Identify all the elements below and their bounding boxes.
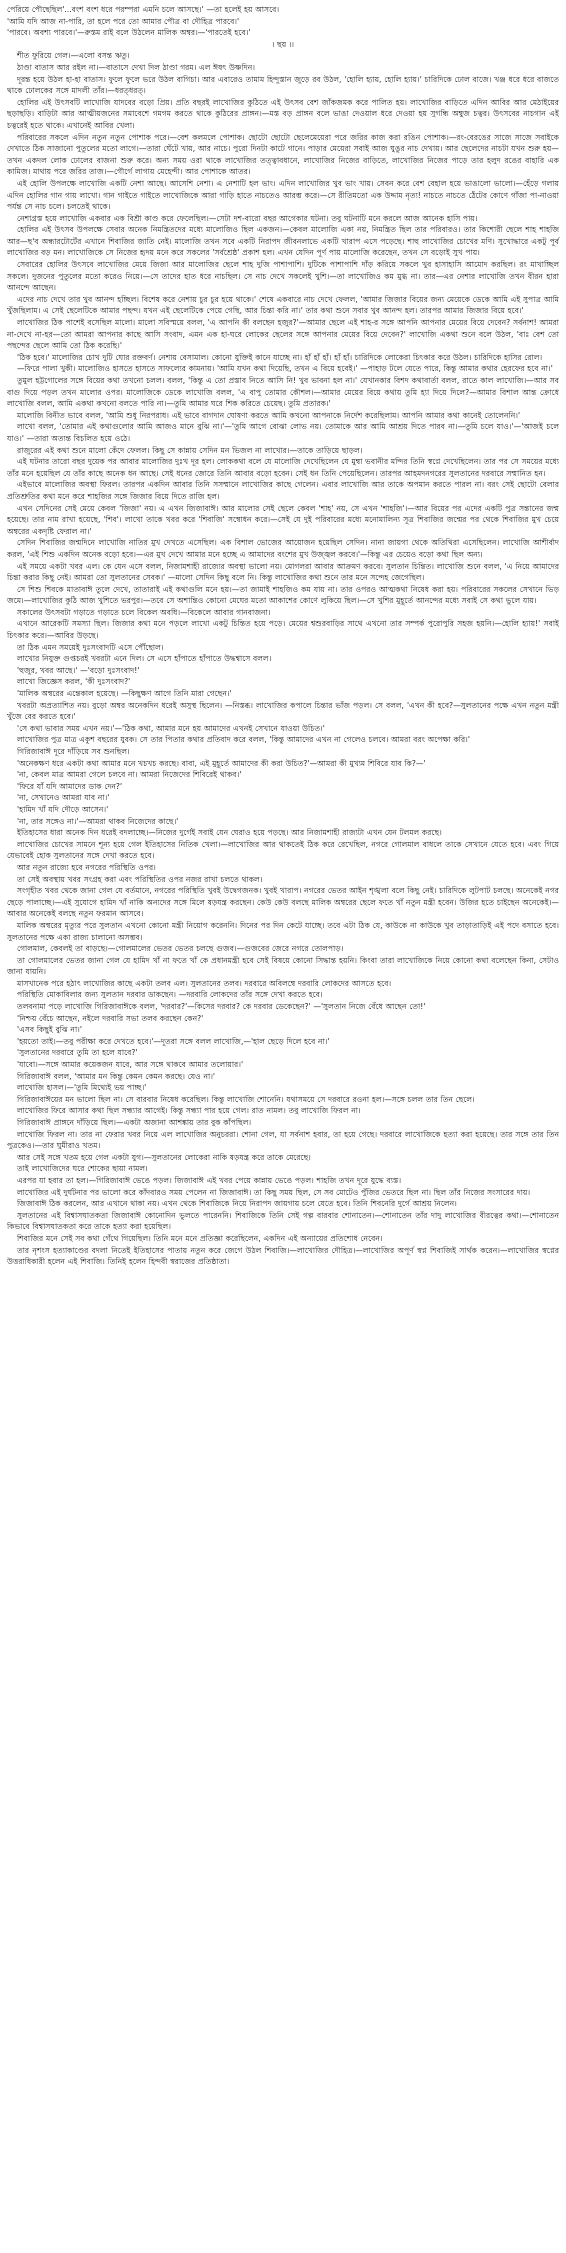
paragraph: লাখোজির ঠিক পাশেই বসেছিল মালো। মালো সবিস্ময়ে বলল, 'এ আপনি কী বলছেন হজুর?'—আমার ছেলে এই শাহ-র সঙ্গে আপনি আপনার মেয়ের বিয়ে দেবেন? সর্বনাশ! আমরা না-দেখে না-হর—তো আমরা আপনার কাছে আসি সংবাদ, এমন এক হা-ঘরে লোকের ছেলের সঙ্গে আপনার মেয়ের বিয়ে দেবেন?' লাখোজি একথা শুনে বলে উঠল, 'বাঃ বেশ তো পছন্দের ছেলে আমি তো ঠিক করেছি।' xyxy=(7,318,559,351)
paragraph: 'ঠিক হবে।' মালোজির চোখ দুটি ঘোর রক্তবর্ণ। নেশায় বেসামাল। কোনো যুক্তিই কানে যাচ্ছে না। হাঁ হাঁ হাঁ। হাঁ হাঁ। চারিদিকে লোকেরা চিৎকার করে উঠল। চারিদিকে হাসির রোল। xyxy=(17,352,543,362)
paragraph: 'সে কথা ভাবার সময় এখন নয়।'—'ঠিক কথা, আমার মনে হয় আমাদের এখনই সেখানে যাওয়া উচিত।' xyxy=(17,723,325,733)
paragraph: গিরিজাবাঈয়ের মন ভালো ছিল না। সে বারবার নিষেধ করেছিল। কিন্তু লাখোজি শোনেনি। যথাসময়ে সে দরবারে রওনা হল।—সঙ্গে চলল তার তিন ছেলে। xyxy=(17,1094,475,1104)
paragraph: দূরন্ত হয়ে উঠল হা-হা বাতাস। ফুলে ফুলে ভরে উঠল বাগিচা। আর এবারেও তামাম হিন্দুস্তান জুড়ে রব উঠল, 'হোলি হ্যায়, হোলি হ্যায়।' চারিদিকে ঢোল বাজে। খঞ্জ ধরে ধরে বাজতে থাকে ঢোলকের সঙ্গে মাদলী তাঁর।—ধরত্ধরত্। xyxy=(7,74,559,96)
paragraph: এখানে আরেকটি সমস্যা ছিল। জিজার কথা মনে পড়লে লাখো একটু চিন্তিত হয়ে পড়ে। মেয়ের শ্বশুরবাড়ির সাথে এখনো তার সম্পর্ক পুরোপুরি সহজ হয়নি।—হোলি হ্যায়!' সবাই চিৎকার করে।—আবির উড়ছে। xyxy=(7,619,559,641)
paragraph: 'আমি যদি আজ না-পারি, তা হলে পরে তো আমার পৌত্র বা দৌহিত্র পারবে।' xyxy=(7,16,240,26)
paragraph: মাসখানেক পরে হঠাৎ লাখোজির কাছে একটা তলব এল। সুলতানের তলব। দরবারে অবিলম্বে দরবারি লোকদের আসতে হবে। xyxy=(17,978,392,988)
paragraph: পরিবারের সকলে এদিন নতুন নতুন পোশাক পরে।—বেশ কলমলে পোশাক। ছোটো ছোটো ছেলেমেয়েরা পরে জরির কাজ করা রঙিন পোশাক।—রং-বেরঙের সাজে সাজে সবাইকে দেখাতে ঠিক সাজানো পুতুলের মতো লাগে।—তারা ঘেঁটে খায়, আর নাচে। পুরো দিনটা কাটে গানে। পাড়ার মেয়েরা সবাই আজ ঘুঙুর নাচ দেখায়। আর ছেলেদের নাচটা যখন শুরু হয়—তখন একদল লোক ঢোলের বাজনা শুরু করে। অন্য সময় ওরা থাকে লাখোজির তত্ত্বাবধানে, লাখোজির নিজের বাড়িতে, লাখোজির নিজের পাড়ে তার হলুদ রঙের বাহারি এক কামিজ। মাথায় পরে জরির তাজ।—গৌর্গে লাগায় মেহেন্দী। আর পোশাকে আতর। xyxy=(7,132,559,177)
paragraph: রাজুরের এই কথা শুনে মালো কেঁদে ফেলল। কিছু সে কান্নায় সেদিন মন ভিজল না লাখোর।—তাকে তাড়িয়ে ছাড়ল। xyxy=(17,445,363,455)
paragraph: 'না, তার সঙ্গেও না।'—আমরা থাকব নিজেদের কাছে।' xyxy=(17,816,179,826)
paragraph: গোলমাল, কেবলই তা বাড়ছে।—গোলমালের ভেতর ভেতর চলছে গুজব।—গুজবের জেরে নগরে তোলপাড়। xyxy=(17,944,344,954)
paragraph: এই হোলি উপলক্ষে লাখোজি একটি নেশা আছে। আসেশি নেশা। এ নেশাটি হল ভাং। এদিন লাখোজির খুব ভাং খায়। সেবন করে বেশ বেহাল হয়ে ভাঙালো ভালো।—হেঁড়ে গলায় এদিন হোলির গান গায় লাখো। গান গাইতে গাইতে লাখোজিকে আরা গাড়ি হাতে নাচতেও আরম্ভ করে।—সে রীতিমতো এক উদ্দাম নৃত্য! নাচতে নাচতে ঠেঁটের কোণে গাঁজা পা-নাওয়া পর্যন্ত সে নাচ চলে। চলতেই থাকে। xyxy=(7,178,559,212)
paragraph: তলবনামা পড়ে লাখোজি গিরিজাবাঈকে বলল, 'দরবার?'—কিসের দরবার? কে দরবার ডেকেছেন?' —'সুলতান নিজে বেঁধে আছেন তো!' xyxy=(17,1002,426,1012)
paragraph: এরপর যা হবার তা হল।—গিরিজাবাঈ ভেঙে পড়ল। জিজাবাঈ এই খবর পেয়ে কান্নায় ভেঙে পড়ল। শাহজি তখন দূরে যুদ্ধে ব্যস্ত। xyxy=(17,1175,402,1185)
paragraph: এই ঘটনার তারো বছর দুয়েক পর আবার মালোজির দুঃখ দূর হল। লোককথা বলে যে মালোজি দেখেছিলেন যে মুম্বা ভবানীর মন্দির তিনি স্বপ্নে দেখেছিলেন। তার পর সে সময়ের মধ্যে তাঁর মনে হয়েছিল যে তাঁর কাছে অনেক ধন আছে। সেই ধনের জোরে তিনি আবার বড়ো হবেন। সেই ধন তিনি পেয়েছিলেন। তারপর আহমদনগরের সুলতানের দরবারে সম্মানিত হন। xyxy=(7,457,559,478)
paragraph: 'নিশ্চয় বেঁচে আছেন, নইলে দরবারি সভা তলব করছেন কেন?' xyxy=(17,1013,204,1023)
paragraph: 'না, কেবল মাত্র আমরা গেলে চলবে না। আমরা নিজেদের শিবিরেই থাকব।' xyxy=(17,770,242,780)
paragraph: লাখোজির চোখের সামনে শূন্য হয়ে গেল ইতিহাসের নিতিক খেলা।—লাখোজির আর থাকতেই ঠিক করে রেখেছিল, নগরে গোলমাল বাধলে তাকে সেখানে যেতে হবে। এবং গিয়ে যেভাবেই হোক সুলতানের সঙ্গে দেখা করতে হবে। xyxy=(7,839,559,861)
paragraph: খবরটা অপ্রত্যাশিত নয়। বুড়ো অম্বর অনেকদিন ধরেই অসুস্থ ছিলেন। —নিস্তব্ধ। লাখোজির কপালে চিন্তার ভাঁজ পড়ল। সে বলল, 'এখন কী হবে?—সুলতানের পক্ষে এখন নতুন মন্ত্রী খুঁজে বের করতে হবে।' xyxy=(7,700,559,722)
paragraph: 'সুলতানের দরবারে তুমি তা হলে যাবে?' xyxy=(17,1048,138,1058)
paragraph: হোলির এই উৎসবটি লাখোজি যাদবের বড়ো প্রিয়। প্রতি বছরই লাখোজির কুঠিতে এই উৎসব বেশ জাঁকজমক করে পালিত হয়। লাখোজির বাড়িতে এদিন আবির আর মেঠাইয়ের ছড়াছড়ি। বাড়িটা আর আত্মীয়জনের সমাবেশে গমগম করতে থাকে কুঠিরের প্রাঙ্গন।—মস্ত বড় প্রাঙ্গন বলে ভাঙা দেওয়াল ধরে দেওয়া হয় সুগন্ধি অম্বুজ চত্বর। উৎসবের নাচগান এই চত্বরেই হতে থাকে। এখানেই আবির খেলা। xyxy=(7,97,559,130)
paragraph: তা গোলমালের ভেতর জানা গেল যে হামিদ খাঁ না ফতে খাঁ কে প্রধানমন্ত্রী হবে সেই বিষয়ে কোনো সিদ্ধান্ত হয়নি। কিংবা তারা লাখোজিকে নিয়ে কোনো কথা বলেছেন কিনা, সেটাও জানা যায়নি। xyxy=(7,955,559,977)
paragraph: লাখোজি ফিরল না। তার না ফেরার খবর নিয়ে এল লাখোজির অনুচররা। শোনা গেল, যা সর্বনাশ হবার, তা হয়ে গেছে। দরবারে লাখোজিকে হত্যা করা হয়েছে। তার সঙ্গে তার তিন পুত্রকেও।—তার ঘুমীরাও খতম। xyxy=(7,1129,559,1151)
paragraph: নেশাগ্রস্ত হয়ে লাখোজি একবার এক বিশ্রী কাণ্ড করে ফেলেছিল।—সেটা দশ-বারো বছর আগেকার ঘটনা। তবু ঘটনাটি মনে করলে আজ আনেক হাসি পায়। xyxy=(17,213,478,223)
paragraph: গিরিজাবাঈ প্রাঙ্গনে দাঁড়িয়ে ছিল।—একটা অজানা আশঙ্কায় তার বুক কাঁপছিল। xyxy=(17,1118,252,1127)
paragraph: 'হুজুর, খবর আছে।' —'বড়ো দুঃসংবাদ!' xyxy=(17,665,140,675)
paragraph: মালোজি বিনীত ভাবে বলল, 'আমি শুধু নিরপরাধ। এই ভাবে বাগদান ঘোষণা করতে আমি কখনো আপনাকে নির্দেশ করেছিলাম। আপনি আমার কথা কানেই তোলেননি।' xyxy=(17,410,521,420)
paragraph: —ফিরে পালা খুকী। মালোজিও হাসতে হাসতে সাফল্যের কামনায়। 'আমি যখন কথা দিয়েছি, তখন এ বিয়ে হবেই।' —পাহাড় টলে যেতে পারে, কিন্তু আমার কথার হেরফের হবে না।' xyxy=(17,364,553,374)
paragraph: সে শিশু শিবকে মাতাবাঈ তুলে দেখে, তাতারাই এই কথাগুলি মনে হয়।—তা জামাই শাহজিও কম যায় না। তার ওপরও আত্মকথা নিষেধ করা হয়। পরিবারের সকলের সেখানে ভিড় জমে।—লাখোজির কুঠি আজ খুশিতে ভরপুর।—তবে সে অশান্তিও কোনো মেঘের মতো আকাশের কোণে লুকিয়ে ছিল।—সে খুশির মুহূর্তে আনন্দের মধ্যে সবাই সে কথা ভুলে যায়। xyxy=(7,584,559,606)
paragraph: তাই লাখোজিদের ঘরে শোকের ছায়া নামল। xyxy=(17,1164,148,1174)
paragraph: শীত ফুরিয়ে গেল।—এলো বসন্ত ঋতু। xyxy=(17,51,130,61)
paragraph: হোলির এই উৎসব উপলক্ষে সেবার অনেক নিমন্ত্রিতদের মধ্যে মালোজিও ছিল একজন।—কেবল মালোজি একা নয়, নিমন্ত্রিত ছিল তার পরিবারও। তার কিশোরী ছেলে শাহ শাহজি আর—ছ'ব অন্ধারটোর্টের এখানে শিবাজির জাতি নেই। মালোজি তখন সবে একটি নিরাপদ জীবনলাভে একটি খারাপ এসে পড়েছে। শাহু লাখোজির চোখের মণি। সুখোদ্ধারে একটু পূর্ব লাখোজির বড় মন। লাখোজিকে সে নিজের হৃদয় মনে করে সকলের 'সর্বশ্রেষ্ঠ' প্রকাশ হল। এখন যেদিন পূর্ণ পায় মালোজি করেছেন, তখন সে বড়োই সুখ পায়। xyxy=(7,225,559,258)
paragraph: 'ফিরে যাঁ যদি আমাদের ডাক দেন?' xyxy=(17,781,123,791)
paragraph: মালিক অম্বরের মৃত্যুর পরে সুলতান এখনো কোনো মন্ত্রী নিয়োগ করেননি। দিনের পর দিন কেটে যাচ্ছে। তবে এটা ঠিক যে, কাউকে না কাউকে খুব তাড়াতাড়িই এই পদে বসাতে হবে। সুলতানের পক্ষে একা রাজ্য চালানো অসম্ভব। xyxy=(7,920,559,942)
paragraph: ঠাণ্ডা বাতাস আর রইল না।—বাতাসে দেখা দিল ঠাণ্ডা গরম। এল ঈষৎ উষ্ণদিন। xyxy=(17,62,255,72)
paragraph: তা ঠিক এমন সময়েই দুঃসংবাদটি এসে পৌঁছোল। xyxy=(17,642,164,652)
paragraph: তা সেই অবস্থায় খবর সংগ্রহ করা এবং পরিস্থিতির ওপর নজর রাখা চলতে থাকল। xyxy=(17,874,263,884)
paragraph: লাখোজি হাসল।—'তুমি মিথ্যেই ভয় পাচ্ছ।' xyxy=(17,1083,147,1093)
paragraph: লাখো বলল, 'তোমার এই কথাগুলোর আমি আজও মানে বুঝি না।'—'তুমি আগে বোঝা লোভ নয়। তোমাকে আর আমি আশ্রয় দিতে পারব না।—তুমি চলে যাও।'—'আজই চলে যাও।' —তারা অত্যন্ত বিচলিত হয়ে ওঠে। xyxy=(7,422,559,443)
paragraph: জিজাবাঈ ঠিক করলেন, আর এখানে থাকা নয়। এখন থেকে শিবাজিকে নিয়ে নিরাপদ জায়গায় চলে যেতে হবে। তিনি শিবনেরি দুর্গে আশ্রয় নিলেন। xyxy=(17,1199,457,1209)
paragraph: সেদিন শিবাজির জন্মদিনে লাখোজি নাতির মুখ দেখতে এসেছিল। এক বিশাল ভোজের আয়োজন হয়েছিল সেদিন। নানা জায়গা থেকে অতিথিরা এসেছিলেন। লাখোজি আশীর্বাদ করল, 'এই শিশু একদিন অনেক বড়ো হবে।—এর মুখ দেখে আমার মনে হচ্ছে এ আমাদের বংশের মুখ উজ্জ্বল করবে।'—কিন্তু এর চেয়েও বড়ো কথা ছিল অন্য। xyxy=(7,538,559,559)
section-divider: । ছয় ।। xyxy=(271,39,295,49)
document-body xyxy=(7,4,559,1268)
paragraph: লাখোজির এই দুর্ঘটনার পর ভালো করে কাঁদবারও সময় পেলেন না জিজাবাঈ। তা কিছু সময় ছিল, সে সব মোটেও পুঁজির ভেতরে ছিল না। ছিল তাঁর নিজের সংসারের দায়। xyxy=(17,1187,531,1197)
paragraph: লাখোজির ফিরে আসার কথা ছিল সন্ধ্যার আগেই। কিন্তু সন্ধ্যা পার হয়ে গেল। রাত নামল। তবু লাখোজি ফিরল না। xyxy=(17,1106,361,1116)
paragraph: আর সেই সঙ্গে খতম হয়ে গেল একটা যুগ।—সুলতানের লোকেরা নাকি ষড়যন্ত্র করে তাকে মেরেছে। xyxy=(17,1152,311,1162)
paragraph: লাখোজির পুত্র মাত্র একুশ বছরের যুবক। সে তার পিতার কথার প্রতিবাদ করে বলল, 'কিন্তু আমাদের এখন না গেলেও চলবে। আমরা বরং অপেক্ষা করি।' xyxy=(17,735,470,745)
paragraph: 'মালিক অম্বরের এন্তেকাল হয়েছে। —কিছুক্ষণ আগে তিনি মারা গেছেন।' xyxy=(17,689,232,699)
paragraph: 'হামিদ খাঁ যদি দৌড়ে আসেন।' xyxy=(17,804,109,814)
paragraph: পেরিয়ে পৌছেছিল'...বংশ বংশ ধরে পরম্পরা এমনি চলে আসছে।' —তা হলেই হয় আসবে। xyxy=(7,5,280,14)
paragraph: গিরিজাবাঈ বলল, 'আমার মন কিন্তু কেমন কেমন করছে। যেও না।' xyxy=(17,1071,215,1081)
paragraph: এখন সেদিনের সেই মেয়ে কেবল 'জিজা' নয়। এ এখন জিজাবাঈ। আর মালোর সেই ছেলে কেবল 'শাহ' নয়, সে এখন 'শাহজি'।—আর বিয়ের পর এদের একটি পুত্র সন্তানের জন্ম হয়েছে। তার নাম রাখা হয়েছে, 'শিব'। লাখো তাকে খবর করে 'শিবাজি' সম্বোধন করে।—সেই যে দুই পরিবারের মধ্যে মনোমালিন্য সূত্র শিবাজির জন্মের পর থেকে শিবাজির মুখ চেয়ে অম্বরের একদৃষ্টি ফেরাল না।' xyxy=(7,503,559,536)
paragraph: সেবারের হোলির উৎসবে লাখোজির মেয়ে জিজা আর মালোজির ছেলে শাহ দুজি পাশাপাশি। দুটিকে পাশাপাশি দাঁড় করিয়ে সকলে খুব হাসাহাসি আমোদ করছিল। রং মাখাচ্ছিল সকলে। দুজনের পুতুলের মতো করেও নিয়ে।—সে তাদের হাত ধরে নাচছিল। সে নাচ দেখে সকলেই খুশি।—তা লাখোজিও কম মুগ্ধ না। তার—এর নেশার লাখোজি তখন বীরন হারা আনন্দে আছেন। xyxy=(7,260,559,293)
paragraph: 'হয়তো তাই।—তবু পরীক্ষা করে দেখতে হবে।'—দূতরা সঙ্গে বলল লাখোজি,—'হাল ছেড়ে দিলে হবে না।' xyxy=(17,1036,330,1046)
paragraph: সংগৃহীত খবর থেকে জানা গেল যে বর্তমানে, নগরের পরিস্থিতি খুবই উদ্বেগজনক। খুবই খারাপ। নগরের ভেতর আইন শৃঙ্খলা বলে কিছু নেই। চারিদিকে লুটপাট চলছে। অনেকেই নগর ছেড়ে পালাচ্ছে।—এই সুযোগে হামিদ খাঁ নাকি অন্যদের সঙ্গে মিলে ষড়যন্ত্র করছেন। কেউ কেউ বলছে মালিক অম্বরের ছেলে ফতে খাঁ নতুন মন্ত্রী হবেন। উজির হতে চাইছেন অনেকেই।—আবার অনেকেই বলছে নতুন ফরমান আসবে। xyxy=(7,886,559,919)
paragraph: 'পারবে। অবশ্য পারবে।'—রুস্তম রাই বলে উঠলেন মালিক অম্বর।—'পারতেই হবে।' xyxy=(7,28,251,38)
paragraph: লাখোর নিযুক্ত গুপ্তচরই খবরটা এনে দিল। সে এসে হাঁপাতে হাঁপাতে উদ্ধশ্বাসে বলল। xyxy=(17,654,272,664)
paragraph: গিরিজাবাঈ দূরে দাঁড়িয়ে সব শুনছিল। xyxy=(17,747,130,756)
paragraph: 'না, সেখানেও আমরা যাব না।' xyxy=(17,793,110,803)
paragraph: এই সময়ে একটা খবর এল। কে যেন এসে বলল, নিজামশাহী রাজ্যের অবস্থা ভালো নয়। মোগলরা আবার আক্রমণ করবে। সুলতান চিন্তিত। লাখোজি শুনে বলল, 'এ নিয়ে আমাদের চিন্তা করার কিছু নেই। আমরা তো সুলতানের সেবক।' —মালো সেদিন কিছু বলে নি। কিন্তু লাখোজির কথা শুনে তার মনে সন্দেহ জেগেছিল। xyxy=(7,561,559,583)
paragraph: আর নতুন রাজ্যে হবে নগরের পরিস্থিতি ওপর। xyxy=(17,862,156,872)
paragraph: 'অনেকক্ষণ ধরে একটা কথা আমার মনে খচখচ করছে। বাবা, এই মুহূর্তে আমাদের কী করা উচিত?'—আমরা কী মুখ্যম শিবিরে যাব কি?—' xyxy=(17,758,426,768)
paragraph: শিবাজির মনে সেই সব কথা গেঁথে গিয়েছিল। তিনি মনে মনে প্রতিজ্ঞা করেছিলেন, একদিন এই অন্যায়ের প্রতিশোধ নেবেন। xyxy=(17,1233,383,1243)
paragraph: সকালের উৎসবটা গড়াতে গড়াতে চলে বিকেল অবধি।—বিকেলে আবার গানবাজনা। xyxy=(17,607,271,617)
paragraph: লাখো জিজ্ঞেস করল, 'কী দুঃসংবাদ?' xyxy=(17,677,131,687)
paragraph: তার নৃশংস হত্যাকাণ্ডের বদলা নিতেই ইতিহাসের পাতায় নতুন করে জেগে উঠল শিবাজি।—লাখোজির দৌহিত্র।—লাখোজির অপূর্ণ স্বপ্ন শিবাজিই সার্থক করেন।—লাখোজির স্বপ্নের উত্তরাধিকারী হলেন এই শিবাজি। তিনিই হলেন হিন্দবী স্বরাজের প্রতিষ্ঠাতা। xyxy=(7,1245,559,1267)
paragraph: 'এসব কিছুই বুঝি না।' xyxy=(17,1025,82,1035)
paragraph: তুমুল হট্টগোলের সঙ্গে বিয়ের কথা তখনো চলল। বলল, 'কিন্তু এ তো প্রস্তাব নিতে আসি নি! খুব ভাবনা হল না।' যেখানকার বিশদ কথাবার্তা বলল, রাতে কাল লাখোজি।—আর সব বাগু দিয়ে পড়ল তখন মালোর ওপর। মালোজিকে ডেকে লাখোজি বলল, 'এ বাপু তোমার কৌশল।—আমার মেয়ের বিয়ে কথায় তুমি হ্যা দিয়ে দিলে?—আমার বিশাল আন্ত ক্রোধে লাখোজি বলল, আমি একথা কখনো বলতে পারি না।—তুমি আমার ঘরে শিক করিতে চেয়েছ। তুমি প্রতারক।' xyxy=(7,376,559,409)
paragraph: 'যাবো।—সঙ্গে আমার কয়েকজন যাবে, আর সঙ্গে থাকবে আমার তলোয়ার।' xyxy=(17,1060,244,1070)
paragraph: সুলতানের এই বিশ্বাসঘাতকতা জিজাবাঈ কোনোদিন ভুলতে পারেননি। শিবাজিকে তিনি সেই গল্প বারবার শোনাতেন।—শোনাতেন তাঁর দাদু লাখোজির বীরত্বের কথা।—শোনাতেন কিভাবে বিশ্বাসঘাতকতা করে তাকে হত্যা করা হয়েছিল। xyxy=(7,1210,559,1232)
paragraph: এদের নাচ দেখে তার খুব আনন্দ হচ্ছিল। বিশেষ করে নেশায় চুর চুর হয়ে থাকে।' শেষে একবারে নাচ দেখে ফেলল, 'আমার জিজার বিয়ের জন্য মেয়েকে ডেকে আমি এই সুপাত্র আমি খুঁজছিলাম। এ সেই ছেলেটিকে আমার পছন্দ। যখন এই ছেলেটিকে পেয়ে গেছি, আর চিন্তা করি না।' তার কথা শুনে সবার খুব আনন্দ হল। তারপর আমার জিজার বিয়ে হবে।' xyxy=(7,294,559,316)
paragraph: এইভাবে মালোজির অবস্থা ফিরল। তারপর একদিন আবার তিনি সসম্মানে লাখোজির কাছে গেলেন। এবার লাখোজি আর তাকে অপমান করতে পারল না। বরং সেই ছোটো বেলার প্রতিশ্রুতির কথা মনে করে শাহজির সঙ্গে জিজার বিয়ে দিতে রাজি হল। xyxy=(7,480,559,501)
paragraph: ইতিহাসের ধারা অনেক দিন ধরেই বদলাচ্ছে।—নিজের দুর্গেই সবাই যেন ঘেরাও হয়ে পড়ছে। আর নিজামশাহী রাজ্যটা এখন যেন টলমল করছে। xyxy=(17,828,442,838)
paragraph: পরিস্থিতি মোকাবিলার জন্য সুলতান দরবার ডাকছেন। —দরবারি লোকদের তাঁর সঙ্গে দেখা করতে হবে। xyxy=(17,990,323,1000)
